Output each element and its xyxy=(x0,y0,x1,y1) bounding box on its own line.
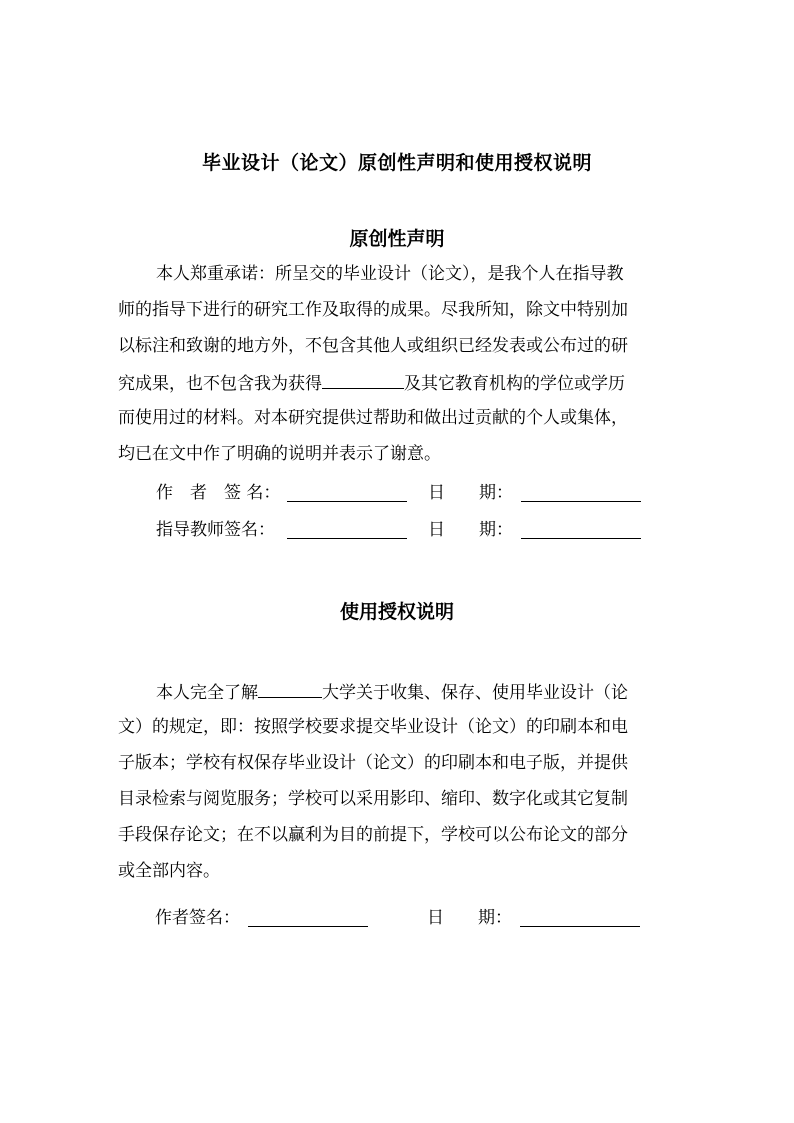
originality-line-3: 以标注和致谢的地方外，不包含其他人或组织已经发表或公布过的研 xyxy=(118,336,628,356)
originality-line-4 xyxy=(118,370,625,396)
author-sign-label: 作 者 签 名： xyxy=(156,483,281,503)
originality-heading: 原创性声明 xyxy=(349,228,445,250)
authorization-line-1-before: 本人完全了解 xyxy=(156,683,258,703)
originality-line-4-before: 究成果，也不包含我为获得 xyxy=(118,374,322,394)
advisor-date-blank[interactable] xyxy=(521,538,641,539)
author-sign-blank[interactable] xyxy=(287,501,407,502)
authorization-line-1-after: 大学关于收集、保存、使用毕业设计（论 xyxy=(322,683,628,703)
page-title: 毕业设计（论文）原创性声明和使用授权说明 xyxy=(201,152,592,174)
authorization-heading: 使用授权说明 xyxy=(339,601,454,623)
originality-line-6: 均已在文中作了明确的说明并表示了谢意。 xyxy=(118,444,441,464)
originality-line-2: 师的指导下进行的研究工作及取得的成果。尽我所知，除文中特别加 xyxy=(118,300,628,320)
auth-author-sign-blank[interactable] xyxy=(248,926,368,927)
originality-line-1: 本人郑重承诺：所呈交的毕业设计（论文），是我个人在指导教 xyxy=(156,264,624,284)
advisor-sign-blank[interactable] xyxy=(287,538,407,539)
authorization-line-1 xyxy=(156,679,628,705)
advisor-sign-label: 指导教师签名： xyxy=(156,520,275,540)
advisor-date-label: 日 期： xyxy=(428,520,513,540)
originality-line-5: 而使用过的材料。对本研究提供过帮助和做出过贡献的个人或集体， xyxy=(118,408,628,428)
authorization-line-5: 手段保存论文；在不以赢利为目的前提下，学校可以公布论文的部分 xyxy=(118,825,628,845)
authorization-line-2: 文）的规定，即：按照学校要求提交毕业设计（论文）的印刷本和电 xyxy=(118,717,628,737)
author-date-blank[interactable] xyxy=(521,501,641,502)
auth-date-label: 日 期： xyxy=(427,908,512,928)
authorization-line-4: 目录检索与阅览服务；学校可以采用影印、缩印、数字化或其它复制 xyxy=(118,789,628,809)
university-blank[interactable] xyxy=(258,679,322,698)
originality-line-4-after: 及其它教育机构的学位或学历 xyxy=(404,374,625,394)
authorization-line-3: 子版本；学校有权保存毕业设计（论文）的印刷本和电子版，并提供 xyxy=(118,753,628,773)
author-date-label: 日 期： xyxy=(428,483,513,503)
authorization-line-6: 或全部内容。 xyxy=(118,861,220,881)
auth-date-blank[interactable] xyxy=(520,926,640,927)
auth-author-sign-label: 作者签名： xyxy=(155,908,240,928)
degree-blank[interactable] xyxy=(322,370,404,389)
